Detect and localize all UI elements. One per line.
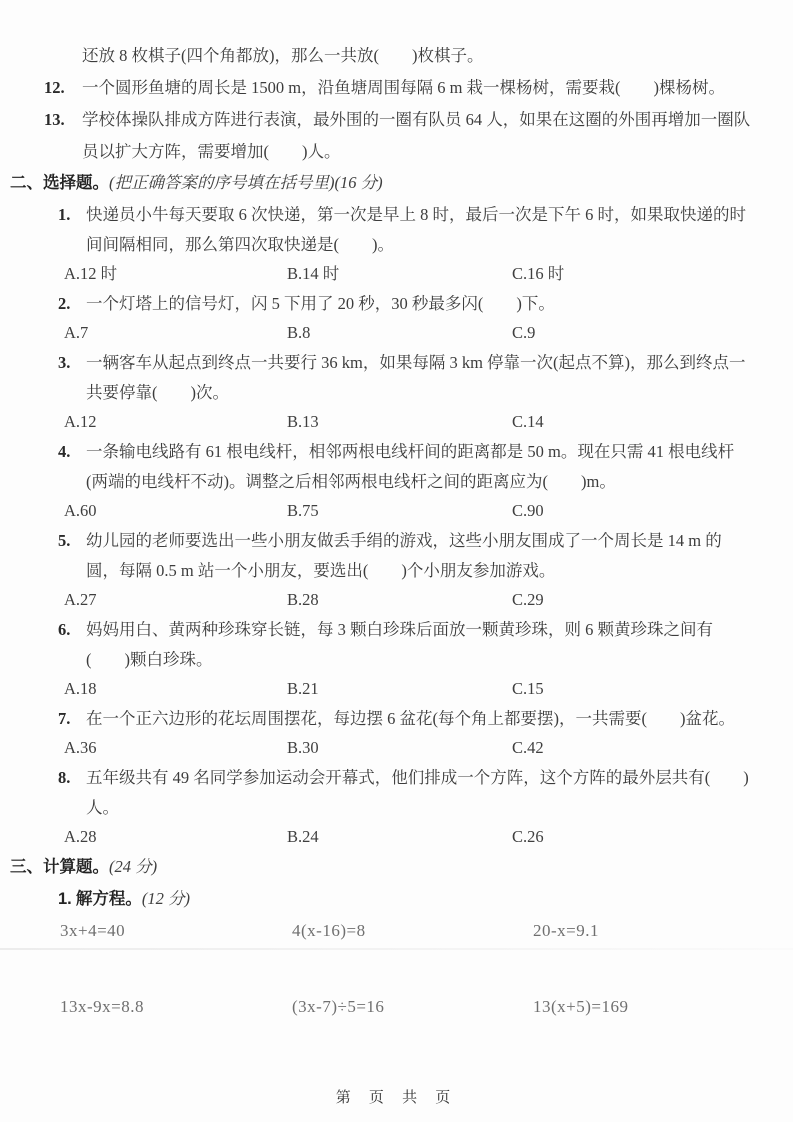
- option-a: A.27: [64, 590, 97, 609]
- choice-options-6: [0, 675, 793, 702]
- item-number: 12.: [44, 78, 65, 97]
- option-b: B.8: [287, 323, 311, 342]
- question-text: 一个灯塔上的信号灯，闪 5 下用了 20 秒，30 秒最多闪( )下。: [86, 294, 555, 313]
- choice-options-1: [0, 260, 793, 287]
- subsection-number: 1.: [58, 890, 72, 908]
- choice-question-4: [0, 437, 793, 497]
- question-number: 2.: [58, 294, 71, 313]
- choice-options-3: [0, 408, 793, 435]
- option-c: C.9: [512, 323, 536, 342]
- scan-fold-artifact: [0, 948, 793, 950]
- option-b: B.28: [287, 590, 319, 609]
- question-number: 7.: [58, 709, 71, 728]
- option-c: C.29: [512, 590, 544, 609]
- choice-question-8: [0, 763, 793, 823]
- question-text: 快递员小牛每天要取 6 次快递，第一次是早上 8 时，最后一次是下午 6 时，如果取快递的时间间隔相同，那么第四次取快递是( )。: [86, 205, 746, 254]
- option-c: C.42: [512, 738, 544, 757]
- section-title: 二、选择题。: [10, 174, 109, 192]
- option-c: C.90: [512, 501, 544, 520]
- option-c: C.14: [512, 412, 544, 431]
- equation: 13x-9x=8.8: [60, 997, 144, 1016]
- option-b: B.13: [287, 412, 319, 431]
- choice-options-8: [0, 823, 793, 850]
- option-a: A.28: [64, 827, 97, 846]
- choice-question-6: [0, 615, 793, 675]
- option-a: A.60: [64, 501, 97, 520]
- question-text: 一辆客车从起点到终点一共要行 36 km，如果每隔 3 km 停靠一次(起点不算)，那么到终点一共要停靠( )次。: [86, 353, 746, 402]
- option-b: B.24: [287, 827, 319, 846]
- question-number: 4.: [58, 442, 71, 461]
- option-a: A.7: [64, 323, 89, 342]
- equation-row-1: [0, 916, 793, 946]
- question-text: 在一个正六边形的花坛周围摆花，每边摆 6 盆花(每个角上都要摆)，一共需要( )盆花。: [86, 709, 735, 728]
- option-c: C.16 时: [512, 264, 565, 283]
- choice-question-5: [0, 526, 793, 586]
- option-c: C.15: [512, 679, 544, 698]
- equation: 3x+4=40: [60, 921, 126, 940]
- calculation-section: [0, 852, 793, 1022]
- equation: 13(x+5)=169: [533, 997, 629, 1016]
- choice-options-7: [0, 734, 793, 761]
- page-footer: 第 页 共 页: [335, 1089, 458, 1106]
- question-text: 幼儿园的老师要选出一些小朋友做丢手绢的游戏，这些小朋友围成了一个周长是 14 m 的圆，每隔 0.5 m 站一个小朋友，要选出( )个小朋友参加游戏。: [86, 531, 722, 580]
- question-text: 一条输电线路有 61 根电线杆，相邻两根电线杆间的距离都是 50 m。现在只需 41 根电线杆(两端的电线杆不动)。调整之后相邻两根电线杆之间的距离应为( )m。: [86, 442, 735, 491]
- fill-in-item-13: [0, 104, 793, 168]
- choice-question-1: [0, 200, 793, 260]
- choice-section: [0, 168, 793, 850]
- equation: 20-x=9.1: [533, 921, 599, 940]
- option-a: A.12: [64, 412, 97, 431]
- choice-options-4: [0, 497, 793, 524]
- question-number: 1.: [58, 205, 71, 224]
- item-text: 一个圆形鱼塘的周长是 1500 m，沿鱼塘周围每隔 6 m 栽一棵杨树，需要栽( )棵杨树。: [82, 78, 726, 97]
- question-number: 8.: [58, 768, 71, 787]
- subsection-label: 解方程。: [75, 890, 142, 908]
- choice-question-2: [0, 289, 793, 319]
- option-a: A.12 时: [64, 264, 118, 283]
- section-points: (24 分): [109, 857, 158, 876]
- equation: (3x-7)÷5=16: [292, 997, 385, 1016]
- question-number: 5.: [58, 531, 71, 550]
- option-a: A.18: [64, 679, 97, 698]
- fill-in-continuation-line: 还放 8 枚棋子(四个角都放)，那么一共放( )枚棋子。: [82, 46, 484, 65]
- option-c: C.26: [512, 827, 544, 846]
- option-b: B.75: [287, 501, 319, 520]
- option-a: A.36: [64, 738, 97, 757]
- question-number: 6.: [58, 620, 71, 639]
- equation-row-2: [0, 992, 793, 1022]
- item-text: 学校体操队排成方阵进行表演，最外围的一圈有队员 64 人，如果在这圈的外围再增加一圈队员以扩大方阵，需要增加( )人。: [82, 110, 751, 161]
- choice-question-7: [0, 704, 793, 734]
- question-text: 五年级共有 49 名同学参加运动会开幕式，他们排成一个方阵，这个方阵的最外层共有( )人。: [86, 768, 749, 817]
- calc-section-header: [0, 852, 793, 882]
- option-b: B.21: [287, 679, 319, 698]
- choice-section-header: [0, 168, 793, 198]
- fill-in-item-12: [0, 72, 793, 104]
- section-subtitle: (把正确答案的序号填在括号里)(16 分): [109, 173, 383, 192]
- question-text: 妈妈用白、黄两种珍珠穿长链，每 3 颗白珍珠后面放一颗黄珍珠，则 6 颗黄珍珠之间有( )颗白珍珠。: [86, 620, 713, 669]
- subsection-points: (12 分): [141, 889, 191, 908]
- solve-equations-header: [0, 884, 793, 914]
- section-title: 三、计算题。: [10, 858, 109, 876]
- item-number: 13.: [44, 110, 65, 129]
- fill-in-section: [0, 40, 793, 168]
- choice-options-2: [0, 319, 793, 346]
- question-number: 3.: [58, 353, 71, 372]
- choice-question-3: [0, 348, 793, 408]
- choice-options-5: [0, 586, 793, 613]
- option-b: B.14 时: [287, 264, 340, 283]
- option-b: B.30: [287, 738, 319, 757]
- equation: 4(x-16)=8: [292, 921, 366, 940]
